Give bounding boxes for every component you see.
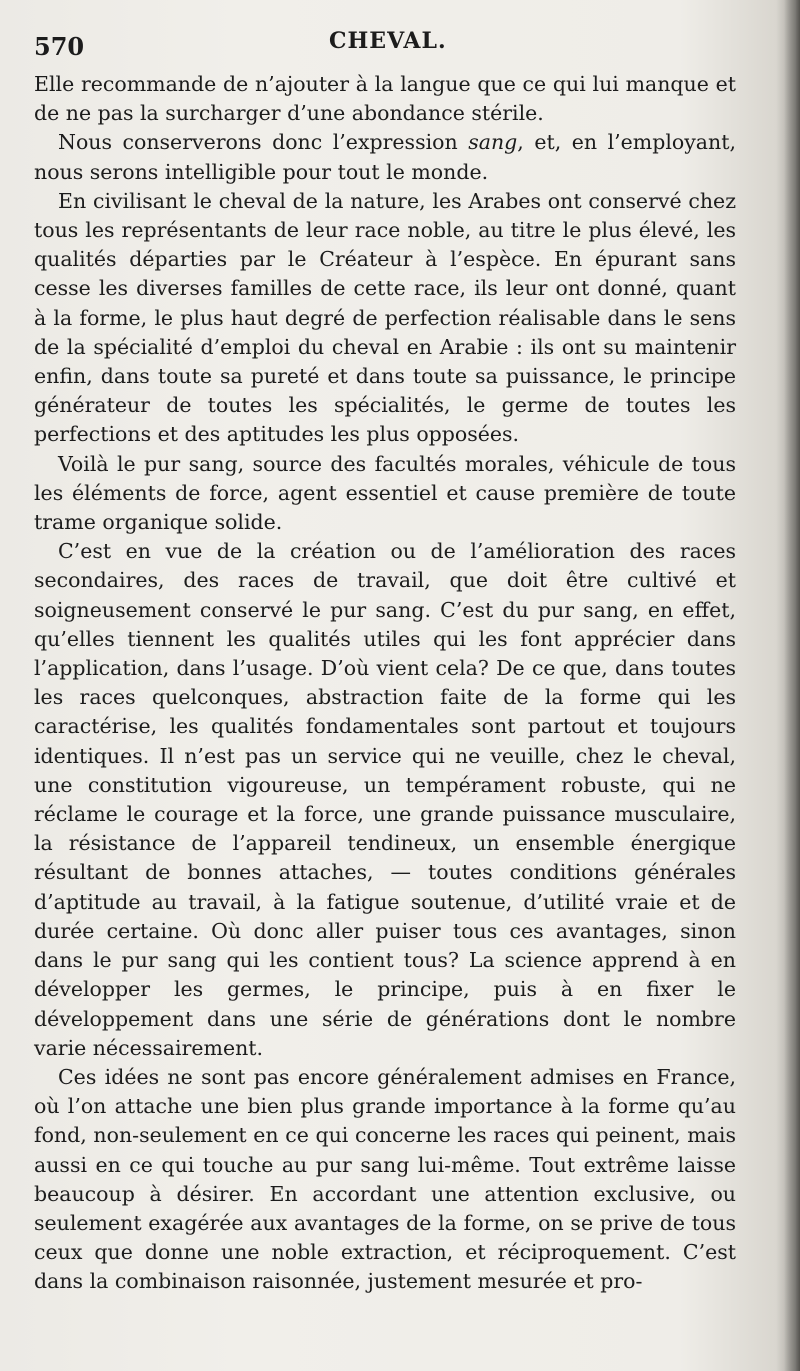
paragraph-2-end: , et, en l’employant, nous serons intelligible pour tout le monde.: [34, 130, 736, 184]
page-body: [34, 70, 736, 1297]
paragraph-1: Elle recommande de n’ajouter à la langue que ce qui lui manque et de ne pas la surcharger d’une abondance stérile.: [34, 72, 736, 126]
paragraph-6: Ces idées ne sont pas encore généralement admises en France, où l’on attache une bien plus grande importance à la forme qu’au fond, non-seulement en ce qui concerne les races qui peinent, mais aussi en ce qui touche au pur sang lui-même. Tout extrême laisse beaucoup à désirer. En accordant une attention exclusive, ou seulement exagérée aux avantages de la forme, on se prive de tous ceux que donne une noble extraction, et réciproquement. C’est dans la combinaison raisonnée, justement mesurée et pro-: [34, 1064, 736, 1294]
running-title: CHEVAL.: [329, 28, 447, 54]
paragraph-5: C’est en vue de la création ou de l’amélioration des races secondaires, des races de travail, que doit être cultivé et soigneusement conservé le pur sang. C’est du pur sang, en effet, qu’elles tiennent les qualités utiles qui les font apprécier dans l’application, dans l’usage. D’où vient cela? De ce que, dans toutes les races quelconques, abstraction faite de la forme qui les caractérise, les qualités fondamentales sont partout et toujours identiques. Il n’est pas un service qui ne veuille, chez le cheval, une constitution vigoureuse, un tempérament robuste, qui ne réclame le courage et la force, une grande puissance musculaire, la résistance de l’appareil tendineux, un ensemble énergique résultant de bonnes attaches, — toutes conditions générales d’aptitude au travail, à la fatigue soutenue, d’utilité vraie et de durée certaine. Où donc aller puiser tous ces avantages, sinon dans le pur sang qui les contient tous? La science apprend à en développer les germes, le principe, puis à en fixer le développement dans une série de générations dont le nombre varie nécessairement.: [34, 539, 736, 1060]
page-header: [34, 28, 734, 68]
paragraph-2: [34, 128, 736, 186]
italic-term-sang: sang: [468, 130, 518, 155]
paragraph-4: Voilà le pur sang, source des facultés morales, véhicule de tous les éléments de force, agent essentiel et cause première de toute trame organique solide.: [34, 451, 736, 535]
paragraph-2-start: Nous conserverons donc l’expression: [58, 130, 469, 155]
scan-shadow-edge: [784, 0, 800, 1371]
page-number: 570: [34, 32, 85, 61]
paragraph-3: En civilisant le cheval de la nature, les Arabes ont conservé chez tous les représentants de leur race noble, au titre le plus élevé, les qualités départies par le Créateur à l’espèce. En épurant sans cesse les diverses familles de cette race, ils leur ont donné, quant à la forme, le plus haut degré de perfection réalisable dans le sens de la spécialité d’emploi du cheval en Arabie : ils ont su maintenir enfin, dans toute sa pureté et dans toute sa puissance, le principe générateur de toutes les spécialités, le germe de toutes les perfections et des aptitudes les plus opposées.: [34, 188, 736, 447]
